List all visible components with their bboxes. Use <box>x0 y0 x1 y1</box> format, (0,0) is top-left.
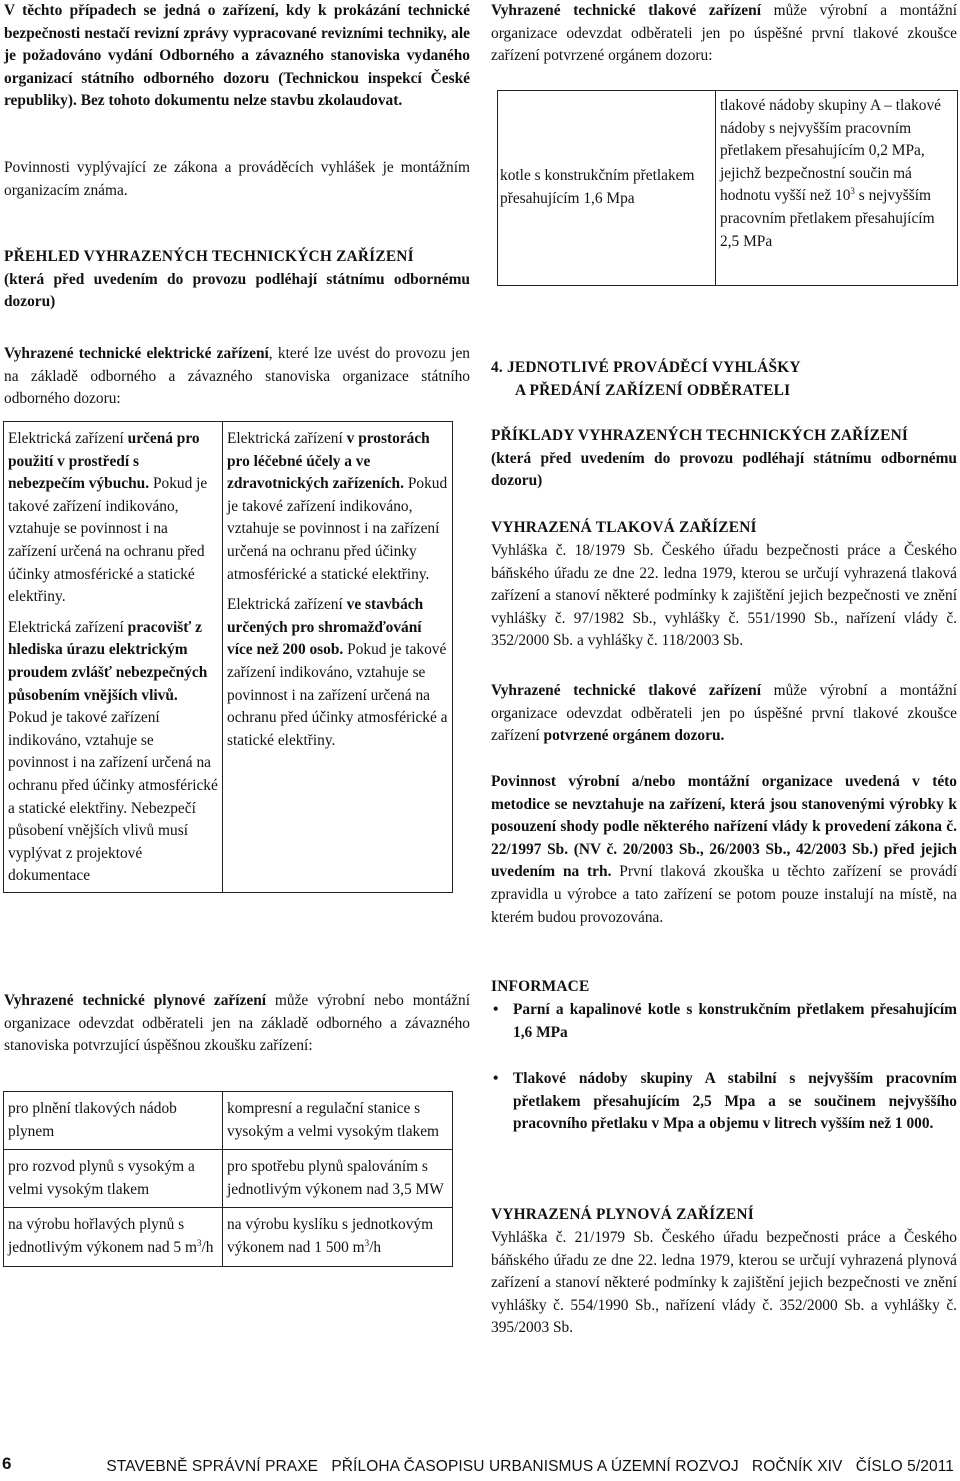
examples-heading: PŘÍKLADY VYHRAZENÝCH TECHNICKÝCH ZAŘÍZENÍ <box>491 427 909 444</box>
table-cell <box>223 1208 453 1266</box>
bullet-icon: • <box>493 1070 499 1087</box>
list-item <box>491 999 957 1044</box>
electric-intro <box>4 343 470 411</box>
cell-plain: Elektrická zařízení <box>227 596 343 614</box>
pressure-decree-text: Vyhláška č. 18/1979 Sb. Českého úřadu bezpečnosti práce a Českého báňského úřadu ze dne 22. ledna 1979, kterou se určují vyhrazená tlaková zařízení a stanoví některé podmínky k zajištění jejich bezpečnosti ve znění vyhlášky č. 97/1982 Sb., vyhlášky č. 551/1990 Sb., nařízení vlády č. 352/2000 Sb. a vyhlášky č. 118/2003 Sb. <box>491 542 957 650</box>
obligations-paragraph: Povinnosti vyplývající ze zákona a prováděcích vyhlášek je montážním organizacím známa. <box>4 159 470 199</box>
pressure-heading: VYHRAZENÁ TLAKOVÁ ZAŘÍZENÍ <box>491 519 757 536</box>
text-bold: potvrzené orgánem dozoru. <box>543 727 725 745</box>
footer-title: STAVEBNĚ SPRÁVNÍ PRAXE PŘÍLOHA ČASOPISU URBANISMUS A ÚZEMNÍ ROZVOJ ROČNÍK XIV ČÍSLO 5/2011 <box>106 1458 954 1475</box>
cell-bold: určená pro použití v prostředí s nebezpečím výbuchu. <box>8 430 200 493</box>
electric-intro-bold: Vyhrazené technické elektrické zařízení <box>4 345 269 362</box>
cell-plain: Elektrická zařízení <box>8 618 124 636</box>
duty-bold: Povinnost výrobní a/nebo montážní organizace uvedená v této metodice se nevztahuje na zařízení, která jsou stanovenými výrobky k posouzení shody podle některého nařízení vlády k provedení zákona č. 22/1997 Sb. (NV č. 20/2003 Sb., 26/2003 Sb., 42/2003 Sb.) před jejich uvedením na trh. <box>491 773 957 881</box>
gas-table <box>3 1091 453 1267</box>
electric-cell-medical <box>223 422 453 893</box>
electric-table <box>3 421 453 893</box>
bullet-icon: • <box>493 1001 499 1018</box>
table-cell: pro rozvod plynů s vysokým a velmi vysokým tlakem <box>4 1150 223 1208</box>
pressure-cell-boilers: kotle s konstrukčním přetlakem přesahujícím 1,6 Mpa <box>498 91 716 286</box>
cell-rest: Pokud je takové zařízení indikováno, vztahuje se povinnost i na zařízení určená na ochranu před účinky atmosférické a statické elektřiny. <box>227 475 448 583</box>
list-item-text: Tlakové nádoby skupiny A stabilní s nejvyšším pracovním přetlakem přesahujícím 2,5 Mpa a se součinem nejvyššího pracovního přetlaku v Mpa a objemu v litrech vyšším než 1 000. <box>513 1070 957 1133</box>
table-row <box>4 1092 453 1150</box>
examples-heading-block <box>491 425 957 493</box>
cell-bold: ve stavbách určených pro shromažďování více než 200 osob. <box>227 596 424 659</box>
superscript: 3 <box>364 1237 370 1248</box>
cell-text: tlakové nádoby skupiny A – tlakové nádoby s nejvyšším pracovním přetlakem přesahujícím 0,2 MPa, jejichž bezpečnostní součin má hodnotu vyšší než 10 <box>720 97 941 205</box>
pressure-intro-bold: Vyhrazené technické tlakové zařízení <box>491 2 761 19</box>
table-cell: pro plnění tlakových nádob plynem <box>4 1092 223 1150</box>
cell-plain: Elektrická zařízení <box>227 430 343 447</box>
section-4-heading <box>491 357 957 402</box>
cell-text: na výrobu hořlavých plynů s jednotlivým výkonem nad 5 m <box>8 1216 197 1256</box>
info-heading: INFORMACE <box>491 978 590 995</box>
text-bold: Vyhrazené technické tlakové zařízení <box>491 682 761 699</box>
table-cell <box>4 1208 223 1266</box>
superscript: 3 <box>850 186 855 197</box>
table-cell: pro spotřebu plynů spalováním s jednotlivým výkonem nad 3,5 MW <box>223 1150 453 1208</box>
cell-rest: Pokud je takové zařízení indikováno, vztahuje se povinnost i na zařízení určená na ochranu před účinky atmosférické a statické elektřiny. <box>8 475 208 606</box>
list-item <box>491 1068 957 1136</box>
list-item-text: Parní a kapalinové kotle s konstrukčním přetlakem přesahujícím 1,6 MPa <box>513 1001 957 1041</box>
cell-bold: v prostorách pro léčebné účely a ve zdravotnických zařízeních. <box>227 430 430 493</box>
superscript: 3 <box>196 1237 202 1248</box>
gas-intro-bold: Vyhrazené technické plynové zařízení <box>4 992 267 1009</box>
overview-subheading: (která před uvedením do provozu podléhají státnímu odbornému dozoru) <box>4 270 470 311</box>
table-cell: kompresní a regulační stanice s vysokým a velmi vysokým tlakem <box>223 1092 453 1150</box>
pressure-intro <box>491 0 957 68</box>
unit-tail: /h <box>369 1238 382 1256</box>
cell-rest: Pokud je takové zařízení indikováno, vztahuje se povinnost i na zařízení určená na ochranu před účinky atmosférické a statické elektřiny. Nebezpečí působení vnějších vlivů musí vyplývat z projektové dokumentace <box>8 709 218 885</box>
gas-decree-text: Vyhláška č. 21/1979 Sb. Českého úřadu bezpečnosti práce a Českého báňského úřadu ze dne 22. ledna 1979, kterou se určují vyhrazená plynová zařízení a stanoví některé podmínky k zajištění jejich bezpečnosti ve znění vyhlášky č. 554/1990 Sb., nařízení vlády č. 352/2000 Sb. a vyhlášky č. 395/2003 Sb. <box>491 1229 957 1337</box>
duty-paragraph <box>491 771 957 929</box>
overview-heading: PŘEHLED VYHRAZENÝCH TECHNICKÝCH ZAŘÍZENÍ <box>4 248 414 265</box>
pressure-cell-vessels <box>716 91 958 286</box>
gas-intro-rest: může výrobní nebo montážní organizace odevzdat odběrateli jen na základě odborného a závazného stanoviska potvrzující úspěšnou zkoušku zařízení: <box>4 992 470 1055</box>
pressure-table <box>497 90 958 286</box>
electric-cell-explosion <box>4 422 223 893</box>
text-plain: může výrobní a montážní organizace odevzdat odběrateli jen po úspěšné první tlakové zkoušce zařízení <box>491 682 957 745</box>
gas-heading: VYHRAZENÁ PLYNOVÁ ZAŘÍZENÍ <box>491 1206 754 1223</box>
electric-intro-rest: , které lze uvést do provozu jen na základě odborného a závazného stanoviska organizace státního odborného dozoru: <box>4 345 470 408</box>
page-number: 6 <box>2 1454 12 1473</box>
pressure-decree-text-2 <box>491 680 957 748</box>
overview-heading-block <box>4 246 470 314</box>
cell-bold: pracovišť z hlediska úrazu elektrickým proudem zvlášť nebezpečných působením vnějších vlivů. <box>8 618 208 704</box>
cell-text: s nejvyšším pracovním přetlakem přesahujícím 2,5 MPa <box>720 187 935 250</box>
section-4-line-1: 4. JEDNOTLIVÉ PROVÁDĚCÍ VYHLÁŠKY <box>491 359 801 376</box>
table-row <box>4 1208 453 1266</box>
cell-text: na výrobu kyslíku s jednotkovým výkonem nad 1 500 m <box>227 1216 434 1256</box>
duty-rest: První tlaková zkouška u těchto zařízení se provádí zpravidla u výrobce a tato zařízení se potom pouze instalují na místě, na kterém budou provozována. <box>491 863 957 926</box>
pressure-intro-rest: může výrobní a montážní organizace odevzdat odběrateli jen po úspěšné první tlakové zkoušce zařízení potvrzené orgánem dozoru: <box>491 2 957 65</box>
intro-paragraph: V těchto případech se jedná o zařízení, kdy k prokázání technické bezpečnosti nestačí revizní zprávy vypracované revizními techniky, ale je požadováno vydání Odborného a závazného stanoviska vydaného organizací státního odborného dozoru (Technickou inspekcí České republiky). Bez tohoto dokumentu nelze stavbu zkolaudovat. <box>4 2 470 110</box>
cell-plain: Elektrická zařízení <box>8 430 124 447</box>
cell-rest: Pokud je takové zařízení indikováno, vztahuje se povinnost i na zařízení určená na ochranu před účinky atmosférické a statické elektřiny. <box>227 641 448 749</box>
table-row <box>4 1150 453 1208</box>
section-4-line-2: A PŘEDÁNÍ ZAŘÍZENÍ ODBĚRATELI <box>515 381 791 399</box>
unit-tail: /h <box>201 1238 214 1256</box>
gas-intro <box>4 990 470 1058</box>
examples-subheading: (která před uvedením do provozu podléhají státnímu odbornému dozoru) <box>491 449 957 490</box>
